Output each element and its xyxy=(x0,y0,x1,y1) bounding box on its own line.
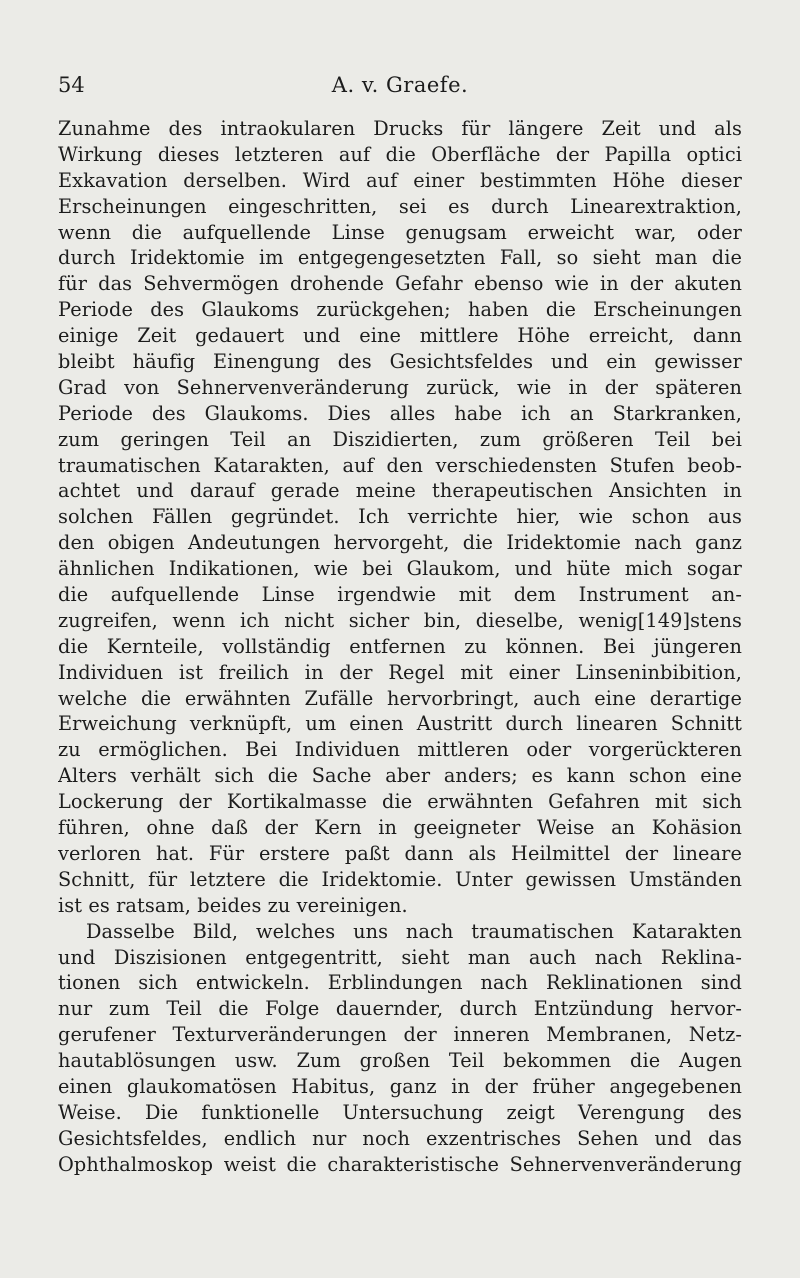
text-line: zugreifen, wenn ich nicht sicher bin, dieselbe, wenig[149]stens xyxy=(58,608,742,632)
page-number: 54 xyxy=(58,73,85,97)
text-line: ist es ratsam, beides zu vereinigen. xyxy=(58,893,408,917)
text-line: Exkavation derselben. Wird auf einer bestimmten Höhe dieser xyxy=(58,168,742,192)
text-line: tionen sich entwickeln. Erblindungen nach Reklinationen sind xyxy=(58,971,742,995)
text-line: Zunahme des intraokularen Drucks für längere Zeit und als xyxy=(58,117,742,140)
text-line: führen, ohne daß der Kern in geeigneter Weise an Kohäsion xyxy=(58,816,742,840)
text-line: zu ermöglichen. Bei Individuen mittleren oder vorgerückteren xyxy=(58,738,742,762)
text-line: Periode des Glaukoms zurückgehen; haben die Erscheinungen xyxy=(58,298,742,322)
text-line: zum geringen Teil an Diszidierten, zum größeren Teil bei xyxy=(58,427,742,451)
text-line: verloren hat. Für erstere paßt dann als Heilmittel der lineare xyxy=(58,841,742,865)
text-line: achtet und darauf gerade meine therapeutischen Ansichten in xyxy=(58,479,742,503)
text-line: Schnitt, für letztere die Iridektomie. Unter gewissen Umständen xyxy=(58,867,742,891)
text-line: einen glaukomatösen Habitus, ganz in der früher angegebenen xyxy=(58,1074,742,1098)
text-line: gerufener Texturveränderungen der inneren Membranen, Netz- xyxy=(58,1023,742,1047)
text-line: Grad von Sehnervenveränderung zurück, wie in der späteren xyxy=(58,375,742,399)
text-line: Weise. Die funktionelle Untersuchung zeigt Verengung des xyxy=(58,1100,742,1124)
running-title: A. v. Graefe. xyxy=(331,73,469,97)
text-line: die Kernteile, vollständig entfernen zu können. Bei jüngeren xyxy=(58,634,742,658)
paragraph xyxy=(58,919,742,1178)
body-text xyxy=(58,116,742,1178)
text-line: welche die erwähnten Zufälle hervorbringt, auch eine derartige xyxy=(58,686,742,710)
text-line: wenn die aufquellende Linse genugsam erweicht war, oder xyxy=(58,220,742,244)
text-line: und Diszisionen entgegentritt, sieht man auch nach Reklina- xyxy=(58,945,742,969)
text-line: ähnlichen Indikationen, wie bei Glaukom, und hüte mich sogar xyxy=(58,557,742,581)
text-line: einige Zeit gedauert und eine mittlere Höhe erreicht, dann xyxy=(58,324,742,348)
text-line: durch Iridektomie im entgegengesetzten Fall, so sieht man die xyxy=(58,246,742,270)
running-header xyxy=(58,70,742,100)
text-line: solchen Fällen gegründet. Ich verrichte hier, wie schon aus xyxy=(58,505,742,529)
text-line: traumatischen Katarakten, auf den verschiedensten Stufen beob- xyxy=(58,453,742,477)
text-line: Wirkung dieses letzteren auf die Oberfläche der Papilla optici xyxy=(58,142,742,166)
paragraph xyxy=(58,116,742,919)
text-line: hautablösungen usw. Zum großen Teil bekommen die Augen xyxy=(58,1049,742,1073)
text-line: Erweichung verknüpft, um einen Austritt durch linearen Schnitt xyxy=(58,712,742,736)
text-line: für das Sehvermögen drohende Gefahr ebenso wie in der akuten xyxy=(58,272,742,296)
text-line: den obigen Andeutungen hervorgeht, die Iridektomie nach ganz xyxy=(58,531,742,555)
text-line: Individuen ist freilich in der Regel mit einer Linseninbibition, xyxy=(58,660,742,684)
text-line: Ophthalmoskop weist die charakteristische Sehnervenveränderung xyxy=(58,1152,742,1176)
text-line: Erscheinungen eingeschritten, sei es durch Linearextraktion, xyxy=(58,194,742,218)
text-line: Periode des Glaukoms. Dies alles habe ich an Starkranken, xyxy=(58,401,742,425)
text-line: Alters verhält sich die Sache aber anders; es kann schon eine xyxy=(58,764,742,788)
text-line: Lockerung der Kortikalmasse die erwähnten Gefahren mit sich xyxy=(58,790,742,814)
text-line: bleibt häufig Einengung des Gesichtsfeldes und ein gewisser xyxy=(58,350,742,374)
text-line: Dasselbe Bild, welches uns nach traumatischen Katarakten xyxy=(86,919,742,943)
text-line: die aufquellende Linse irgendwie mit dem Instrument an- xyxy=(58,583,742,607)
text-line: nur zum Teil die Folge dauernder, durch Entzündung hervor- xyxy=(58,997,742,1021)
text-line: Gesichtsfeldes, endlich nur noch exzentrisches Sehen und das xyxy=(58,1126,742,1150)
